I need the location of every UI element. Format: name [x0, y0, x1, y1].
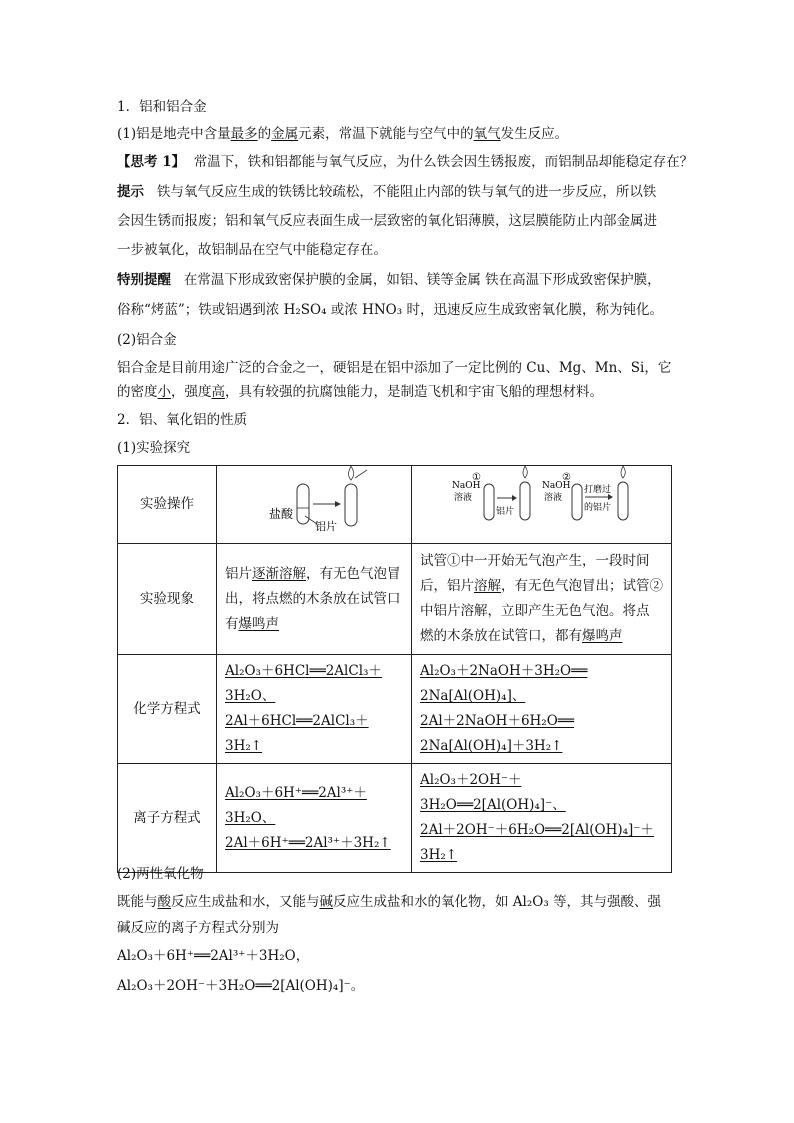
equation: Al₂O₃＋2OH⁻＋3H₂O══2[Al(OH)₄]⁻、	[420, 772, 566, 813]
chemical-equation-acid	[217, 655, 412, 764]
test-tube-icon	[484, 484, 494, 520]
text: 反应生成盐和水的氧化物，如 Al₂O₃ 等，其与强酸、强	[333, 894, 662, 910]
observation-naoh	[412, 544, 672, 655]
text: 铁与氧气反应生成的铁锈比较疏松，不能阻止内部的铁与氧气的进一步反应，所以铁	[156, 184, 657, 200]
amphoteric-line-2: 碱反应的离子方程式分别为	[117, 920, 279, 936]
test-tube-icon	[297, 484, 309, 524]
equation: 2Al＋2NaOH＋6H₂O══	[420, 713, 575, 729]
equation: 2Al＋6H⁺══2Al³⁺＋3H₂↑	[225, 834, 391, 851]
solution-label: 溶液	[544, 493, 563, 503]
polished-aluminum-label: 的铝片	[584, 503, 612, 513]
text: ，具有较强的抗腐蚀能力，是制造飞机和宇宙飞船的理想材料。	[225, 384, 603, 400]
subheading-amphoteric: (2)两性氧化物	[117, 866, 204, 882]
blank-answer: 氧气	[473, 126, 501, 142]
text: 中铝片溶解，立即产生无色气泡。将点	[420, 603, 650, 619]
text: ，有无色气泡冒	[306, 565, 401, 582]
blank-answer: 溶解	[474, 578, 501, 594]
alloy-line-2	[117, 382, 603, 402]
text: 铝片	[225, 565, 252, 582]
equation: 3H₂↑	[420, 847, 458, 863]
blank-answer: 酸	[157, 894, 171, 910]
text: 在常温下形成致密保护膜的金属，如铝、镁等金属 铁在高温下形成致密保护膜，	[183, 272, 661, 288]
aluminum-label: 铝片	[315, 520, 337, 533]
experiment-table	[117, 465, 672, 873]
naoh-experiment-illustration	[412, 466, 668, 534]
equation: Al₂O₃＋6H⁺══2Al³⁺＋3H₂O、	[225, 784, 367, 826]
section-2-title: 2．铝、氧化铝的性质	[117, 412, 248, 428]
text: 发生反应。	[500, 126, 569, 142]
blank-answer: 金属	[271, 126, 299, 142]
chemical-equation-naoh	[412, 655, 672, 764]
blank-answer: 小	[157, 384, 171, 400]
equation-acid: Al₂O₃＋6H⁺══2Al³⁺＋3H₂O，	[117, 948, 310, 964]
test-tube-icon	[618, 482, 628, 520]
text: ，有无色气泡冒出；试管②	[501, 578, 663, 594]
blank-answer: 高	[211, 384, 225, 400]
solution-label: 溶液	[454, 493, 473, 503]
text: 元素，常温下就能与空气中的	[298, 126, 474, 142]
hint-line-1	[117, 182, 656, 202]
special-note-2: 俗称“烤蓝”；铁或铝遇到浓 H₂SO₄ 或浓 HNO₃ 时，迅速反应生成致密氧化膜，称为钝化。	[117, 302, 663, 318]
equation: 2Na[Al(OH)₄]＋3H₂↑	[420, 738, 563, 754]
paragraph-aluminum	[117, 124, 568, 144]
row-label: 实验操作	[118, 466, 217, 544]
blank-answer: 最多	[230, 126, 258, 142]
stick-icon	[355, 470, 367, 478]
blank-answer: 爆鸣声	[582, 628, 623, 644]
hint-line-3: 一步被氧化，故铝制品在空气中能稳定存在。	[117, 242, 387, 258]
text: 既能与	[117, 894, 158, 910]
ionic-equation-acid	[217, 764, 412, 873]
special-note-1	[117, 270, 661, 290]
text: 反应生成盐和水，又能与	[171, 894, 320, 910]
flame-icon	[523, 466, 527, 478]
table-row-chemical-equation	[118, 655, 672, 764]
text: 有	[225, 615, 239, 632]
text: 常温下，铁和铝都能与氧气反应，为什么铁会因生锈报废，而铝制品却能稳定存在？	[193, 154, 694, 170]
blank-answer: 逐渐溶解	[252, 565, 306, 582]
equation: 2Na[Al(OH)₄]、	[420, 688, 526, 704]
blank-answer: 爆鸣声	[238, 615, 279, 632]
experiment-diagram-naoh	[412, 466, 672, 544]
tube-2-number: ②	[562, 472, 571, 483]
equation-base: Al₂O₃＋2OH⁻＋3H₂O══2[Al(OH)₄]⁻。	[117, 978, 365, 994]
row-label: 实验现象	[118, 544, 217, 655]
equation: 2Al＋2OH⁻＋6H₂O══2[Al(OH)₄]⁻＋	[420, 822, 654, 838]
flame-icon	[349, 466, 354, 480]
equation: 2Al＋6HCl══2AlCl₃＋3H₂↑	[225, 713, 369, 754]
subheading-experiment: (1)实验探究	[117, 440, 191, 456]
section-1-title: 1．铝和铝合金	[117, 99, 207, 115]
hint-line-2: 会因生锈而报废；铝和氧气反应表面生成一层致密的氧化铝薄膜，这层膜能防止内部金属进	[117, 213, 657, 229]
acid-experiment-illustration	[217, 466, 411, 534]
arrow-icon	[512, 495, 517, 501]
test-tube-icon	[345, 484, 357, 526]
text: ，强度	[171, 384, 212, 400]
arrow-icon	[335, 501, 341, 507]
aluminum-label: 铝片	[496, 507, 515, 517]
text: 后，铝片	[420, 578, 474, 594]
naoh-label: NaOH	[452, 481, 481, 491]
special-tag: 特别提醒	[117, 272, 171, 288]
acid-label: 盐酸	[269, 507, 294, 521]
amphoteric-line-1	[117, 892, 661, 912]
text: 燃的木条放在试管口，都有	[420, 628, 582, 644]
test-tube-icon	[572, 484, 582, 520]
flame-icon	[621, 466, 625, 478]
text: 的密度	[117, 384, 158, 400]
table-row-phenomenon	[118, 544, 672, 655]
table-row-ionic-equation	[118, 764, 672, 873]
polished-label: 打磨过	[584, 485, 612, 495]
think-question	[117, 152, 693, 172]
text: 出，将点燃的木条放在试管口	[225, 590, 401, 607]
row-label: 离子方程式	[118, 764, 217, 873]
equation: Al₂O₃＋6HCl══2AlCl₃＋	[225, 663, 382, 679]
tube-1-number: ①	[472, 472, 481, 483]
naoh-label: NaOH	[542, 481, 571, 491]
blank-answer: 碱	[319, 894, 333, 910]
text: 试管①中一开始无气泡产生，一段时间	[420, 553, 650, 569]
experiment-diagram-acid	[217, 466, 412, 544]
test-tube-icon	[520, 482, 530, 520]
observation-acid	[217, 544, 412, 655]
table-row-operation	[118, 466, 672, 544]
think-tag: 【思考 1】	[117, 154, 186, 170]
subheading-alloy: (2)铝合金	[117, 332, 177, 348]
equation: Al₂O₃＋2NaOH＋3H₂O══	[420, 663, 588, 679]
ionic-equation-naoh	[412, 764, 672, 873]
row-label: 化学方程式	[118, 655, 217, 764]
equation: 3H₂O、	[225, 688, 276, 704]
alloy-line-1: 铝合金是目前用途广泛的合金之一，硬铝是在铝中添加了一定比例的 Cu、Mg、Mn、Si，它	[117, 360, 672, 376]
hint-tag: 提示	[117, 184, 144, 200]
text: (1)铝是地壳中含量	[117, 126, 231, 142]
text: 的	[257, 126, 272, 142]
